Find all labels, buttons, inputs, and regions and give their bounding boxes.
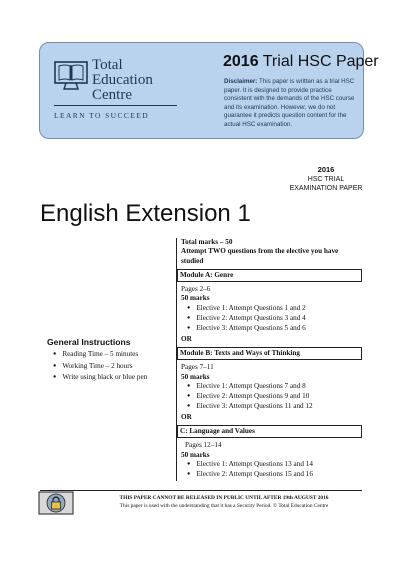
module-column [176,238,362,481]
disclaimer-text: This paper is written as a trial HSC paper. It is designed to provide practice consistent with the demands of the HSC course and its examination. However, we do not guarantee it predicts question content for the actual HSC examination. [224,78,355,128]
list-item: ● Reading Time – 5 minutes [53,349,172,360]
module-b-electives [181,382,362,413]
or-separator: OR [181,334,192,343]
paper-year: 2016 [223,53,259,70]
logo-line2: Education [92,72,153,88]
exam-line2: EXAMINATION PAPER [289,185,363,192]
list-item: ● Elective 2: Attempt Questions 15 and 16 [187,470,362,480]
logo-divider [54,105,177,106]
module-b-marks: 50 marks [181,372,210,381]
instruction-list [47,349,172,383]
security-padlock-icon [38,491,74,515]
total-marks: Total marks – 50 [181,238,233,246]
header-banner [39,42,379,139]
list-item: ● Elective 1: Attempt Questions 1 and 2 [187,304,362,314]
module-a-heading: Module A: Genre [177,269,362,282]
list-item: ● Elective 1: Attempt Questions 13 and 14 [187,460,362,470]
footer-divider [40,490,362,491]
or-separator: OR [181,412,192,421]
footer-notice [82,494,366,510]
logo-line3: Centre [92,87,132,103]
module-a-marks: 50 marks [181,294,210,303]
general-instructions [47,337,172,384]
module-c-marks: 50 marks [181,450,210,459]
footer-copyright: This paper is used with the understanding that it has a Security Period. © Total Education Centre [119,503,329,509]
module-b-heading: Module B: Texts and Ways of Thinking [177,347,362,360]
module-a-electives [181,304,362,335]
logo-line1: Total [92,57,123,73]
module-c-electives [181,460,362,481]
list-item: ● Elective 2: Attempt Questions 9 and 10 [187,392,362,402]
monitor-book-icon [54,61,88,91]
attempt-instruction: Attempt TWO questions from the elective you have studied [181,247,339,265]
exam-year: 2016 [317,165,335,174]
footer-release-notice: THIS PAPER CANNOT BE RELEASED IN PUBLIC UNTIL AFTER 19th AUGUST 2016 [119,495,329,501]
logo-wordmark [92,58,153,103]
list-item: ● Working Time – 2 hours [53,361,172,372]
list-item: ● Elective 3: Attempt Questions 5 and 6 [187,324,362,334]
exam-line1: HSC TRIAL [307,175,345,183]
subject-title: English Extension 1 [40,200,251,227]
module-b-pages: Pages 7–11 [181,363,214,372]
logo-tagline: LEARN TO SUCCEED [54,111,150,120]
module-a-pages: Pages 2–6 [181,285,211,294]
list-item: ● Elective 1: Attempt Questions 7 and 8 [187,382,362,392]
module-c-heading: C: Language and Values [177,425,362,438]
general-instructions-title: General Instructions [47,337,131,347]
exam-identifier [286,165,366,194]
module-c-pages: Pages 12–14 [185,441,222,450]
list-item: ● Elective 2: Attempt Questions 3 and 4 [187,314,362,324]
paper-title [223,53,379,71]
list-item: ● Write using black or blue pen [53,372,172,383]
disclaimer-label: Disclaimer: [224,78,258,85]
disclaimer [224,78,359,130]
paper-type: Trial HSC Paper [262,53,379,70]
list-item: ● Elective 3: Attempt Questions 11 and 12 [187,402,362,412]
tec-logo [54,53,184,133]
